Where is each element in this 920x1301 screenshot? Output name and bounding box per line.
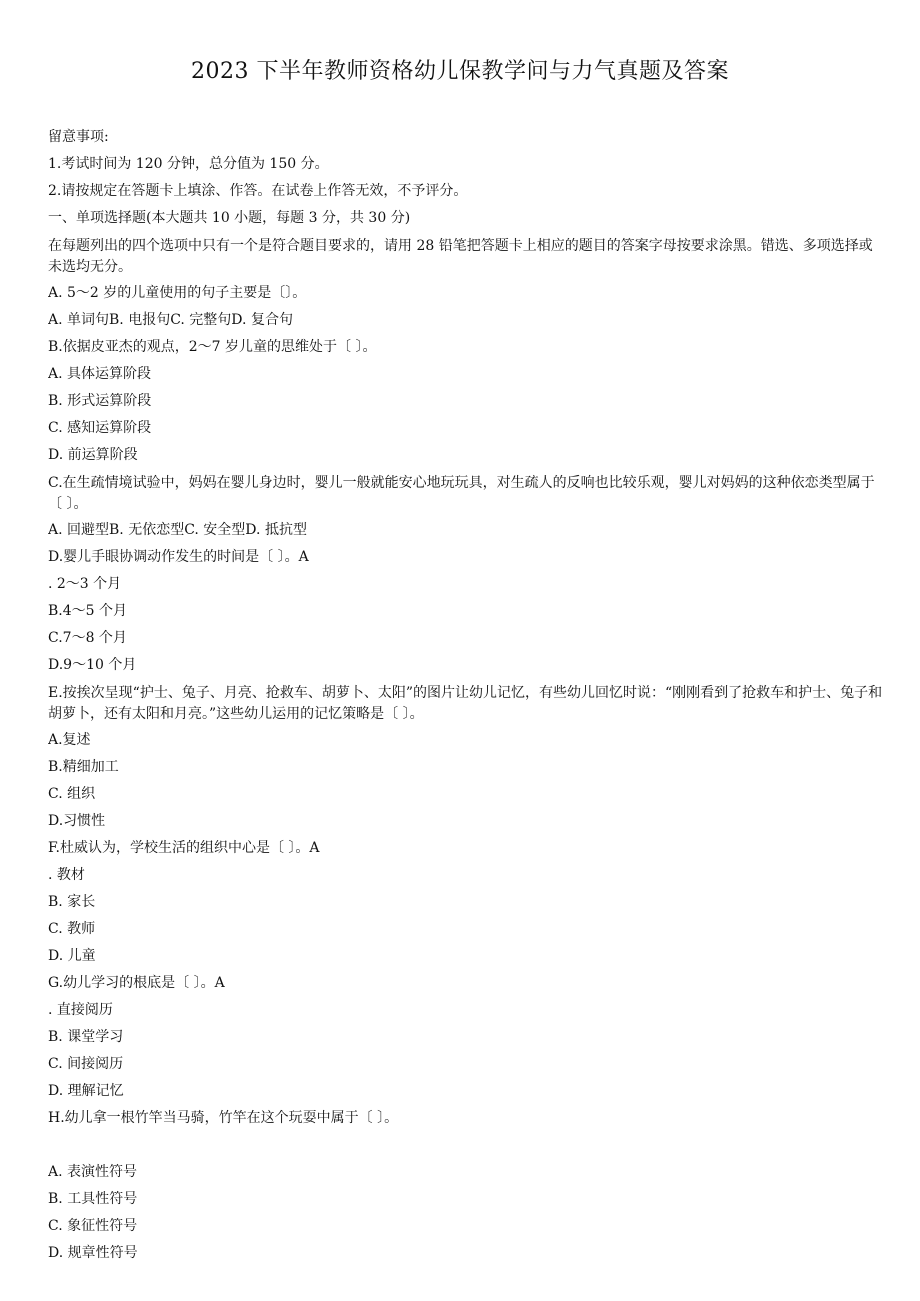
answer-option: D. 儿童 — [48, 948, 96, 964]
answer-option: A.复述 — [48, 732, 91, 748]
question-stem: A. 5～2 岁的儿童使用的句子主要是〔〕。 — [48, 285, 307, 301]
question-stem: D.婴儿手眼协调动作发生的时间是〔 〕。A — [48, 549, 309, 565]
question-stem: F.杜威认为，学校生活的组织中心是〔 〕。A — [48, 840, 320, 856]
notice-item: 2.请按规定在答题卡上填涂、作答。在试卷上作答无效，不予评分。 — [48, 183, 468, 199]
answer-option: D. 规章性符号 — [48, 1245, 138, 1261]
question-stem: C.在生疏情境试验中，妈妈在婴儿身边时，婴儿一般就能安心地玩玩具，对生疏人的反响也比较乐观，婴儿对妈妈的这种依恋类型属于〔 〕。 — [48, 475, 875, 512]
answer-option: D.习惯性 — [48, 813, 106, 829]
answer-option: C. 组织 — [48, 786, 96, 802]
document-title: 2023 下半年教师资格幼儿保教学问与力气真题及答案 — [191, 59, 729, 84]
question-stem: H.幼儿拿一根竹竿当马骑，竹竿在这个玩耍中属于〔 〕。 — [48, 1110, 399, 1126]
answer-option: C. 象征性符号 — [48, 1218, 138, 1234]
section-instruction: 在每题列出的四个选项中只有一个是符合题目要求的，请用 28 铅笔把答题卡上相应的题目的答案字母按要求涂黑。错选、多项选择或未选均无分。 — [48, 238, 873, 275]
answer-option: C.7～8 个月 — [48, 630, 127, 646]
answer-option: . 2～3 个月 — [48, 576, 122, 592]
answer-option: B. 工具性符号 — [48, 1191, 138, 1207]
answer-option: C. 教师 — [48, 921, 96, 937]
answer-option: C. 间接阅历 — [48, 1056, 124, 1072]
answer-option: . 直接阅历 — [48, 1002, 113, 1018]
answer-option: D.9～10 个月 — [48, 657, 137, 673]
answer-option: B. 家长 — [48, 894, 96, 910]
answer-option: B.4～5 个月 — [48, 603, 128, 619]
notice-item: 1.考试时间为 120 分钟，总分值为 150 分。 — [48, 156, 329, 172]
answer-option: D. 前运算阶段 — [48, 447, 138, 463]
question-options: A. 回避型B. 无依恋型C. 安全型D. 抵抗型 — [48, 522, 307, 538]
answer-option: A. 具体运算阶段 — [48, 366, 152, 382]
question-stem: B.依据皮亚杰的观点，2～7 岁儿童的思维处于〔 〕。 — [48, 339, 377, 355]
answer-option: A. 表演性符号 — [48, 1164, 138, 1180]
answer-option: B. 形式运算阶段 — [48, 393, 152, 409]
answer-option: D. 理解记忆 — [48, 1083, 124, 1099]
blank-line — [48, 1132, 884, 1159]
question-stem: G.幼儿学习的根底是〔 〕。A — [48, 975, 225, 991]
answer-option: B.精细加工 — [48, 759, 119, 775]
answer-option: . 教材 — [48, 867, 85, 883]
question-stem: E.按挨次呈现“护士、兔子、月亮、抢救车、胡萝卜、太阳”的图片让幼儿记忆，有些幼儿回忆时说：“刚刚看到了抢救车和护士、兔子和胡萝卜，还有太阳和月亮。”这些幼儿运用的记忆策略是〔 〕。 — [48, 685, 883, 722]
document-body — [48, 124, 884, 1267]
question-options: A. 单词句B. 电报句C. 完整句D. 复合句 — [48, 312, 293, 328]
answer-option: C. 感知运算阶段 — [48, 420, 152, 436]
section-heading: 一、单项选择题(本大题共 10 小题，每题 3 分，共 30 分) — [48, 210, 411, 226]
answer-option: B. 课堂学习 — [48, 1029, 124, 1045]
notice-heading: 留意事项: — [48, 129, 109, 145]
